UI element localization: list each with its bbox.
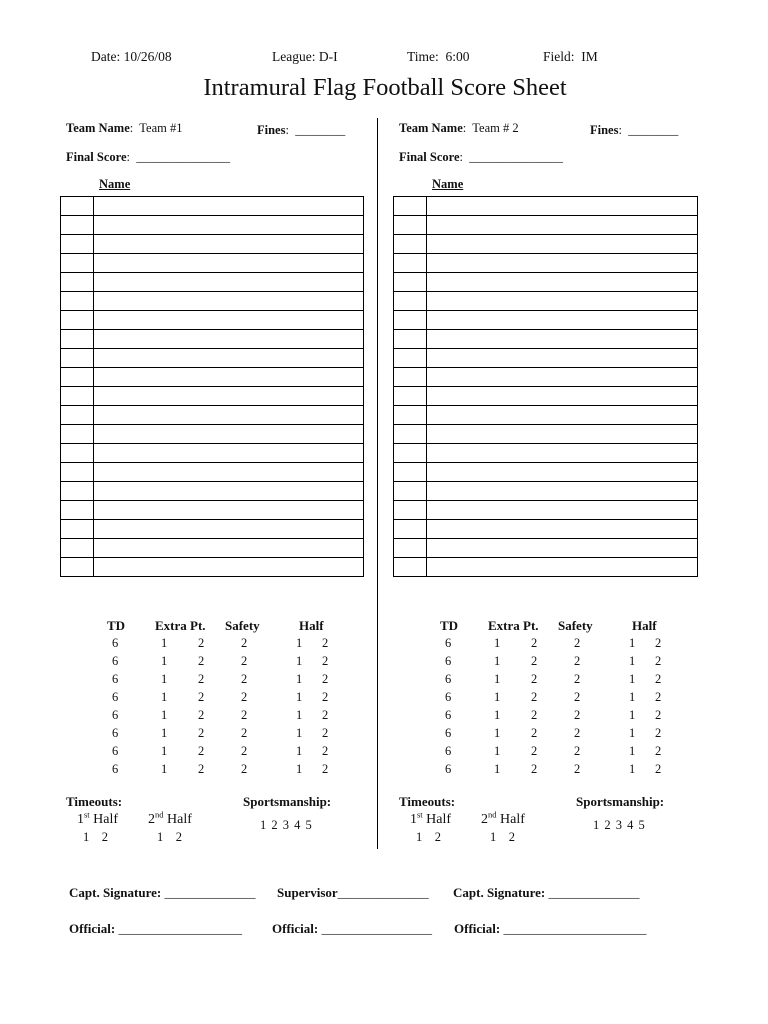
roster-table xyxy=(393,196,698,577)
safety-mark[interactable]: 2 xyxy=(574,726,581,740)
roster-name-cell[interactable] xyxy=(94,273,364,292)
extra-pt-mark-2[interactable]: 2 xyxy=(531,654,538,668)
final-score-field: Final Score: _______________ xyxy=(66,150,231,164)
roster-name-cell[interactable] xyxy=(94,292,364,311)
half-mark-2[interactable]: 2 xyxy=(322,672,329,686)
half-mark-2[interactable]: 2 xyxy=(322,690,329,704)
roster-name-cell[interactable] xyxy=(94,349,364,368)
roster-row xyxy=(394,216,698,235)
half-mark-2[interactable]: 2 xyxy=(322,744,329,758)
roster-name-cell[interactable] xyxy=(94,330,364,349)
roster-row xyxy=(394,368,698,387)
roster-row xyxy=(61,444,364,463)
extra-pt-mark-2[interactable]: 2 xyxy=(198,654,205,668)
extra-pt-mark-1[interactable]: 1 xyxy=(161,672,168,686)
td-mark[interactable]: 6 xyxy=(112,672,119,686)
roster-name-cell[interactable] xyxy=(94,216,364,235)
score-header: Extra Pt. xyxy=(155,618,206,633)
safety-mark[interactable]: 2 xyxy=(574,744,581,758)
sportsmanship-scale[interactable]: 1 2 3 4 5 xyxy=(260,818,312,832)
second-half-label: 2nd Half xyxy=(148,809,192,827)
td-mark[interactable]: 6 xyxy=(445,726,452,740)
final-score-field: Final Score: _______________ xyxy=(399,150,564,164)
roster-name-cell[interactable] xyxy=(94,197,364,216)
roster-name-cell[interactable] xyxy=(427,444,698,463)
td-mark[interactable]: 6 xyxy=(445,762,452,776)
score-header: Half xyxy=(299,618,324,633)
roster-number-cell[interactable] xyxy=(61,292,94,311)
roster-name-cell[interactable] xyxy=(427,520,698,539)
extra-pt-mark-2[interactable]: 2 xyxy=(531,726,538,740)
roster-row xyxy=(394,197,698,216)
half-mark-1[interactable]: 1 xyxy=(629,636,636,650)
column-divider xyxy=(377,118,378,849)
roster-name-cell[interactable] xyxy=(427,292,698,311)
fines-field: Fines: ________ xyxy=(590,123,679,137)
half-mark-1[interactable]: 1 xyxy=(629,726,636,740)
roster-number-cell[interactable] xyxy=(394,501,427,520)
extra-pt-mark-1[interactable]: 1 xyxy=(494,744,501,758)
roster-name-cell[interactable] xyxy=(427,197,698,216)
extra-pt-mark-1[interactable]: 1 xyxy=(494,636,501,650)
time-value: 6:00 xyxy=(445,49,470,64)
roster-number-cell[interactable] xyxy=(394,311,427,330)
score-header: Safety xyxy=(225,618,260,633)
extra-pt-mark-1[interactable]: 1 xyxy=(494,672,501,686)
half-mark-2[interactable]: 2 xyxy=(655,690,662,704)
half-mark-1[interactable]: 1 xyxy=(296,726,303,740)
extra-pt-mark-2[interactable]: 2 xyxy=(531,636,538,650)
half-mark-1[interactable]: 1 xyxy=(296,672,303,686)
second-half-timeout-marks[interactable]: 1 2 xyxy=(490,830,515,844)
first-half-timeout-marks[interactable]: 1 2 xyxy=(416,830,441,844)
roster-row xyxy=(61,406,364,425)
roster-row xyxy=(61,425,364,444)
score-header: Half xyxy=(632,618,657,633)
roster-row xyxy=(61,330,364,349)
extra-pt-mark-2[interactable]: 2 xyxy=(198,726,205,740)
extra-pt-mark-1[interactable]: 1 xyxy=(161,744,168,758)
extra-pt-mark-2[interactable]: 2 xyxy=(198,672,205,686)
safety-mark[interactable]: 2 xyxy=(574,708,581,722)
roster-name-cell[interactable] xyxy=(94,501,364,520)
td-mark[interactable]: 6 xyxy=(112,690,119,704)
roster-row xyxy=(61,463,364,482)
extra-pt-mark-1[interactable]: 1 xyxy=(161,762,168,776)
roster-number-cell[interactable] xyxy=(61,254,94,273)
sportsmanship-label: Sportsmanship: xyxy=(243,794,332,809)
td-mark[interactable]: 6 xyxy=(445,636,452,650)
time-field: Time: 6:00 xyxy=(407,49,470,64)
half-mark-1[interactable]: 1 xyxy=(296,744,303,758)
roster-name-cell[interactable] xyxy=(94,558,364,577)
roster-number-cell[interactable] xyxy=(394,349,427,368)
roster-number-cell[interactable] xyxy=(394,197,427,216)
td-mark[interactable]: 6 xyxy=(445,672,452,686)
roster-row xyxy=(394,387,698,406)
td-mark[interactable]: 6 xyxy=(112,762,119,776)
safety-mark[interactable]: 2 xyxy=(574,762,581,776)
half-mark-1[interactable]: 1 xyxy=(296,654,303,668)
half-mark-1[interactable]: 1 xyxy=(629,744,636,758)
roster-row xyxy=(394,235,698,254)
roster-number-cell[interactable] xyxy=(61,197,94,216)
safety-mark[interactable]: 2 xyxy=(241,636,248,650)
roster-row xyxy=(61,254,364,273)
roster-row xyxy=(394,330,698,349)
half-mark-1[interactable]: 1 xyxy=(629,690,636,704)
roster-row xyxy=(394,501,698,520)
roster-number-cell[interactable] xyxy=(61,368,94,387)
roster-row xyxy=(394,482,698,501)
roster-number-cell[interactable] xyxy=(394,444,427,463)
half-mark-1[interactable]: 1 xyxy=(296,636,303,650)
roster-row xyxy=(61,501,364,520)
safety-mark[interactable]: 2 xyxy=(574,672,581,686)
roster-table xyxy=(60,196,364,577)
half-mark-2[interactable]: 2 xyxy=(322,708,329,722)
roster-number-cell[interactable] xyxy=(394,216,427,235)
roster-row xyxy=(394,558,698,577)
league-field: League: D-I xyxy=(272,49,338,64)
roster-row xyxy=(394,444,698,463)
roster-name-cell[interactable] xyxy=(427,349,698,368)
first-half-timeout-marks[interactable]: 1 2 xyxy=(83,830,108,844)
roster-number-cell[interactable] xyxy=(394,539,427,558)
roster-row xyxy=(394,311,698,330)
roster-number-cell[interactable] xyxy=(394,292,427,311)
extra-pt-mark-1[interactable]: 1 xyxy=(494,690,501,704)
td-mark[interactable]: 6 xyxy=(445,708,452,722)
roster-number-cell[interactable] xyxy=(394,368,427,387)
page-title: Intramural Flag Football Score Sheet xyxy=(203,74,567,101)
roster-name-cell[interactable] xyxy=(427,273,698,292)
roster-number-cell[interactable] xyxy=(61,235,94,254)
score-header: Safety xyxy=(558,618,593,633)
date-value: 10/26/08 xyxy=(123,49,172,64)
safety-mark[interactable]: 2 xyxy=(241,744,248,758)
roster-number-cell[interactable] xyxy=(394,558,427,577)
extra-pt-mark-2[interactable]: 2 xyxy=(531,690,538,704)
half-mark-2[interactable]: 2 xyxy=(655,744,662,758)
roster-row xyxy=(61,235,364,254)
half-mark-2[interactable]: 2 xyxy=(322,654,329,668)
roster-number-cell[interactable] xyxy=(394,387,427,406)
roster-row xyxy=(394,406,698,425)
sportsmanship-label: Sportsmanship: xyxy=(576,794,665,809)
roster-number-cell[interactable] xyxy=(61,330,94,349)
extra-pt-mark-2[interactable]: 2 xyxy=(198,690,205,704)
td-mark[interactable]: 6 xyxy=(445,654,452,668)
roster-row xyxy=(394,463,698,482)
extra-pt-mark-1[interactable]: 1 xyxy=(494,726,501,740)
roster-name-cell[interactable] xyxy=(427,330,698,349)
league-value: D-I xyxy=(318,49,338,64)
safety-mark[interactable]: 2 xyxy=(574,654,581,668)
roster-number-cell[interactable] xyxy=(61,273,94,292)
roster-name-cell[interactable] xyxy=(94,425,364,444)
roster-name-cell[interactable] xyxy=(427,463,698,482)
roster-name-cell[interactable] xyxy=(94,254,364,273)
roster-name-cell[interactable] xyxy=(94,368,364,387)
roster-row xyxy=(61,387,364,406)
roster-row xyxy=(61,216,364,235)
second-half-label: 2nd Half xyxy=(481,809,525,827)
extra-pt-mark-1[interactable]: 1 xyxy=(494,654,501,668)
extra-pt-mark-2[interactable]: 2 xyxy=(198,762,205,776)
extra-pt-mark-1[interactable]: 1 xyxy=(161,708,168,722)
roster-row xyxy=(61,197,364,216)
safety-mark[interactable]: 2 xyxy=(241,708,248,722)
roster-row xyxy=(61,273,364,292)
extra-pt-mark-1[interactable]: 1 xyxy=(494,708,501,722)
extra-pt-mark-2[interactable]: 2 xyxy=(198,636,205,650)
roster-row xyxy=(61,368,364,387)
roster-number-cell[interactable] xyxy=(61,444,94,463)
first-half-label: 1st Half xyxy=(77,809,119,827)
roster-number-cell[interactable] xyxy=(61,311,94,330)
roster-number-cell[interactable] xyxy=(394,520,427,539)
half-mark-1[interactable]: 1 xyxy=(629,762,636,776)
date-field: Date: 10/26/08 xyxy=(91,49,172,64)
roster-name-cell[interactable] xyxy=(94,406,364,425)
roster-row xyxy=(394,349,698,368)
extra-pt-mark-2[interactable]: 2 xyxy=(531,762,538,776)
roster-name-cell[interactable] xyxy=(427,501,698,520)
supervisor-signature: Supervisor______________ xyxy=(277,885,429,900)
second-half-timeout-marks[interactable]: 1 2 xyxy=(157,830,182,844)
roster-number-cell[interactable] xyxy=(61,349,94,368)
extra-pt-mark-1[interactable]: 1 xyxy=(161,636,168,650)
roster-number-cell[interactable] xyxy=(61,406,94,425)
half-mark-2[interactable]: 2 xyxy=(322,726,329,740)
safety-mark[interactable]: 2 xyxy=(241,672,248,686)
extra-pt-mark-2[interactable]: 2 xyxy=(198,708,205,722)
roster-number-cell[interactable] xyxy=(61,482,94,501)
roster-number-cell[interactable] xyxy=(394,273,427,292)
roster-number-cell[interactable] xyxy=(61,463,94,482)
half-mark-2[interactable]: 2 xyxy=(655,762,662,776)
roster-name-cell[interactable] xyxy=(427,406,698,425)
td-mark[interactable]: 6 xyxy=(112,726,119,740)
sportsmanship-scale[interactable]: 1 2 3 4 5 xyxy=(593,818,645,832)
safety-mark[interactable]: 2 xyxy=(574,690,581,704)
field-value: IM xyxy=(581,49,598,64)
extra-pt-mark-1[interactable]: 1 xyxy=(161,690,168,704)
roster-row xyxy=(394,273,698,292)
half-mark-2[interactable]: 2 xyxy=(655,636,662,650)
official-signature-2: Official: _________________ xyxy=(272,921,432,936)
safety-mark[interactable]: 2 xyxy=(241,762,248,776)
fines-field: Fines: ________ xyxy=(257,123,346,137)
extra-pt-mark-2[interactable]: 2 xyxy=(531,672,538,686)
roster-row xyxy=(394,520,698,539)
safety-mark[interactable]: 2 xyxy=(574,636,581,650)
roster-row xyxy=(394,539,698,558)
td-mark[interactable]: 6 xyxy=(445,690,452,704)
roster-number-cell[interactable] xyxy=(394,254,427,273)
safety-mark[interactable]: 2 xyxy=(241,654,248,668)
roster-name-cell[interactable] xyxy=(94,387,364,406)
roster-number-cell[interactable] xyxy=(61,558,94,577)
roster-number-cell[interactable] xyxy=(394,235,427,254)
half-mark-1[interactable]: 1 xyxy=(296,762,303,776)
roster-number-cell[interactable] xyxy=(61,425,94,444)
capt-signature-2: Capt. Signature: ______________ xyxy=(453,885,640,900)
team-name-value: Team # 2 xyxy=(472,121,519,135)
td-mark[interactable]: 6 xyxy=(112,744,119,758)
roster-name-cell[interactable] xyxy=(427,558,698,577)
half-mark-2[interactable]: 2 xyxy=(655,708,662,722)
td-mark[interactable]: 6 xyxy=(112,636,119,650)
roster-row xyxy=(61,558,364,577)
roster-name-cell[interactable] xyxy=(427,425,698,444)
extra-pt-mark-2[interactable]: 2 xyxy=(531,744,538,758)
roster-number-cell[interactable] xyxy=(61,387,94,406)
team-name-field: Team Name: Team #1 xyxy=(66,121,183,135)
half-mark-1[interactable]: 1 xyxy=(296,690,303,704)
timeouts-label: Timeouts: xyxy=(66,794,123,809)
roster-name-header: Name xyxy=(99,177,131,191)
roster-row xyxy=(394,254,698,273)
roster-name-cell[interactable] xyxy=(427,235,698,254)
roster-number-cell[interactable] xyxy=(394,406,427,425)
half-mark-1[interactable]: 1 xyxy=(629,708,636,722)
roster-name-cell[interactable] xyxy=(427,368,698,387)
half-mark-2[interactable]: 2 xyxy=(655,672,662,686)
safety-mark[interactable]: 2 xyxy=(241,726,248,740)
roster-name-cell[interactable] xyxy=(94,235,364,254)
roster-name-cell[interactable] xyxy=(94,482,364,501)
roster-number-cell[interactable] xyxy=(61,216,94,235)
capt-signature-1: Capt. Signature: ______________ xyxy=(69,885,256,900)
extra-pt-mark-1[interactable]: 1 xyxy=(161,654,168,668)
first-half-label: 1st Half xyxy=(410,809,452,827)
score-header: TD xyxy=(107,618,126,633)
td-mark[interactable]: 6 xyxy=(112,654,119,668)
team-name-value: Team #1 xyxy=(139,121,183,135)
roster-name-cell[interactable] xyxy=(427,539,698,558)
roster-number-cell[interactable] xyxy=(61,539,94,558)
extra-pt-mark-1[interactable]: 1 xyxy=(161,726,168,740)
official-signature-1: Official: ___________________ xyxy=(69,921,242,936)
official-signature-3: Official: ______________________ xyxy=(454,921,647,936)
extra-pt-mark-2[interactable]: 2 xyxy=(531,708,538,722)
roster-row xyxy=(61,482,364,501)
roster-row xyxy=(394,292,698,311)
half-mark-2[interactable]: 2 xyxy=(322,762,329,776)
roster-name-cell[interactable] xyxy=(94,539,364,558)
roster-name-cell[interactable] xyxy=(427,387,698,406)
score-header: Extra Pt. xyxy=(488,618,539,633)
roster-row xyxy=(61,539,364,558)
roster-number-cell[interactable] xyxy=(61,520,94,539)
roster-name-cell[interactable] xyxy=(94,520,364,539)
roster-number-cell[interactable] xyxy=(61,501,94,520)
timeouts-label: Timeouts: xyxy=(399,794,456,809)
roster-name-cell[interactable] xyxy=(94,311,364,330)
roster-name-cell[interactable] xyxy=(427,311,698,330)
field-field: Field: IM xyxy=(543,49,598,64)
score-header: TD xyxy=(440,618,459,633)
roster-name-cell[interactable] xyxy=(94,463,364,482)
roster-row xyxy=(61,520,364,539)
half-mark-2[interactable]: 2 xyxy=(655,726,662,740)
roster-row xyxy=(61,311,364,330)
roster-name-cell[interactable] xyxy=(427,482,698,501)
half-mark-2[interactable]: 2 xyxy=(322,636,329,650)
roster-number-cell[interactable] xyxy=(394,463,427,482)
safety-mark[interactable]: 2 xyxy=(241,690,248,704)
roster-number-cell[interactable] xyxy=(394,425,427,444)
roster-number-cell[interactable] xyxy=(394,482,427,501)
roster-name-header: Name xyxy=(432,177,464,191)
td-mark[interactable]: 6 xyxy=(445,744,452,758)
roster-name-cell[interactable] xyxy=(427,254,698,273)
extra-pt-mark-1[interactable]: 1 xyxy=(494,762,501,776)
roster-row xyxy=(61,349,364,368)
half-mark-1[interactable]: 1 xyxy=(629,654,636,668)
extra-pt-mark-2[interactable]: 2 xyxy=(198,744,205,758)
half-mark-2[interactable]: 2 xyxy=(655,654,662,668)
roster-name-cell[interactable] xyxy=(427,216,698,235)
roster-row xyxy=(394,425,698,444)
team-name-field: Team Name: Team # 2 xyxy=(399,121,519,135)
roster-name-cell[interactable] xyxy=(94,444,364,463)
td-mark[interactable]: 6 xyxy=(112,708,119,722)
half-mark-1[interactable]: 1 xyxy=(296,708,303,722)
roster-number-cell[interactable] xyxy=(394,330,427,349)
half-mark-1[interactable]: 1 xyxy=(629,672,636,686)
roster-row xyxy=(61,292,364,311)
